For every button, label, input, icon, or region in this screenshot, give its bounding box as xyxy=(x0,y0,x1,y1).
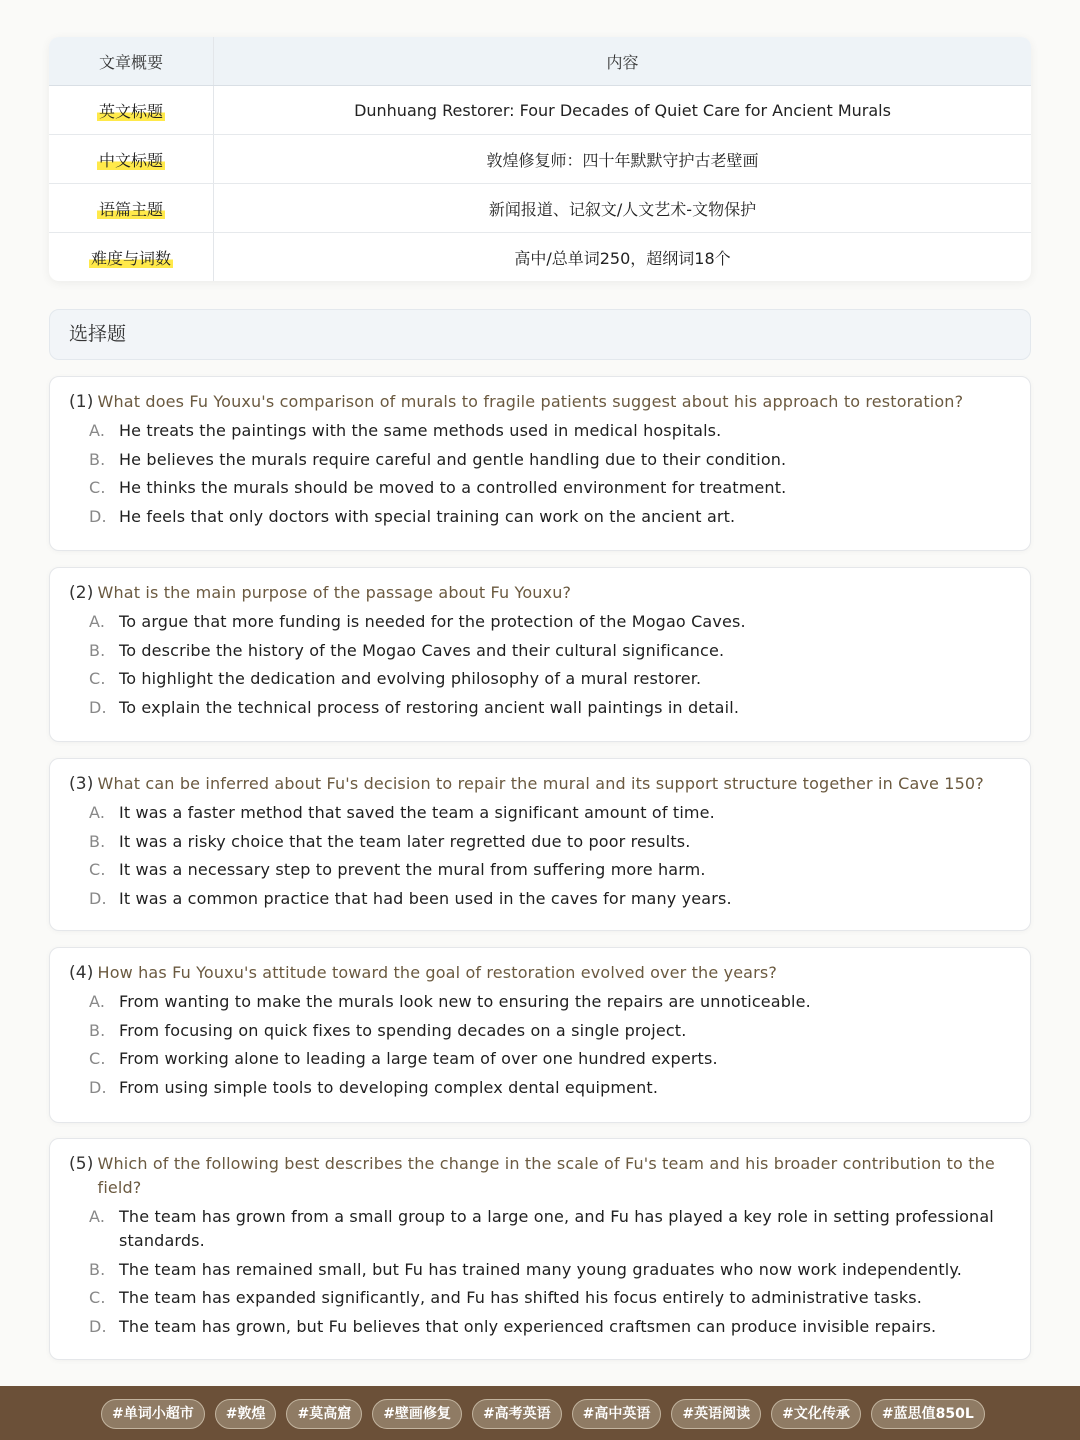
option-text: The team has grown from a small group to a large one, and Fu has played a key role in setting professional standards. xyxy=(119,1207,994,1250)
option-c[interactable] xyxy=(89,858,1010,882)
option-d[interactable] xyxy=(89,1315,1010,1339)
option-letter: B. xyxy=(89,1259,106,1279)
option-b[interactable] xyxy=(89,1019,1010,1043)
summary-row-topic xyxy=(49,184,1031,233)
option-text: To highlight the dedication and evolving philosophy of a mural restorer. xyxy=(119,669,702,688)
option-b[interactable] xyxy=(89,1258,1010,1282)
option-letter: A. xyxy=(89,992,106,1011)
option-text: He believes the murals require careful and gentle handling due to their condition. xyxy=(119,449,787,469)
option-letter: D. xyxy=(89,506,107,526)
option-b[interactable] xyxy=(89,830,1010,854)
option-d[interactable] xyxy=(89,887,1010,911)
summary-row-chinese-title xyxy=(49,135,1031,184)
option-letter: A. xyxy=(89,421,106,440)
option-letter: C. xyxy=(89,478,106,497)
option-b[interactable] xyxy=(89,448,1010,472)
question-number: (2) xyxy=(69,583,94,603)
question-text: What can be inferred about Fu's decision to repair the mural and its support structure together in Cave 150? xyxy=(97,774,984,793)
option-d[interactable] xyxy=(89,1076,1010,1100)
summary-value: Dunhuang Restorer: Four Decades of Quiet Care for Ancient Murals xyxy=(214,86,1032,135)
option-text: He feels that only doctors with special training can work on the ancient art. xyxy=(119,506,736,526)
summary-label: 英文标题 xyxy=(98,101,163,121)
option-text: To explain the technical process of restoring ancient wall paintings in detail. xyxy=(119,697,740,717)
summary-row-difficulty xyxy=(49,233,1031,282)
option-c[interactable] xyxy=(89,667,1010,691)
option-letter: B. xyxy=(89,831,106,851)
question-stem xyxy=(69,772,1010,796)
summary-label: 语篇主题 xyxy=(98,199,163,219)
option-c[interactable] xyxy=(89,1047,1010,1071)
question-number: (1) xyxy=(69,392,94,412)
option-letter: B. xyxy=(89,640,106,660)
option-text: It was a necessary step to prevent the mural from suffering more harm. xyxy=(119,860,706,879)
question-stem xyxy=(69,961,1010,985)
question-number: (3) xyxy=(69,774,94,794)
option-text: From working alone to leading a large team of over one hundred experts. xyxy=(119,1049,718,1068)
question-card-4 xyxy=(49,947,1031,1123)
option-text: To describe the history of the Mogao Caves and their cultural significance. xyxy=(119,640,725,660)
summary-label: 中文标题 xyxy=(98,150,163,170)
option-text: The team has grown, but Fu believes that only experienced craftsmen can produce invisible repairs. xyxy=(119,1316,937,1336)
hashtag-chip[interactable]: #高中英语 xyxy=(572,1399,662,1429)
question-text: What does Fu Youxu's comparison of murals to fragile patients suggest about his approach to restoration? xyxy=(97,392,964,411)
option-text: It was a faster method that saved the team a significant amount of time. xyxy=(119,803,715,822)
option-a[interactable] xyxy=(89,990,1010,1014)
option-letter: D. xyxy=(89,1316,107,1336)
summary-label: 难度与词数 xyxy=(90,248,171,268)
option-text: He treats the paintings with the same methods used in medical hospitals. xyxy=(119,421,722,440)
option-text: It was a common practice that had been used in the caves for many years. xyxy=(119,888,732,908)
option-b[interactable] xyxy=(89,639,1010,663)
option-letter: D. xyxy=(89,1077,107,1097)
summary-value: 敦煌修复师：四十年默默守护古老壁画 xyxy=(214,135,1032,184)
option-text: From focusing on quick fixes to spending decades on a single project. xyxy=(119,1020,687,1040)
hashtag-chip[interactable]: #文化传承 xyxy=(771,1399,861,1429)
summary-value: 高中/总单词250，超纲词18个 xyxy=(514,248,731,268)
summary-value: 新闻报道、记叙文/人文艺术-文物保护 xyxy=(214,184,1032,233)
hashtag-chip[interactable]: #壁画修复 xyxy=(372,1399,462,1429)
option-text: The team has remained small, but Fu has trained many young graduates who now work independently. xyxy=(119,1259,962,1279)
question-card-5 xyxy=(49,1138,1031,1360)
question-card-1 xyxy=(49,376,1031,551)
option-letter: D. xyxy=(89,697,107,717)
option-d[interactable] xyxy=(89,696,1010,720)
question-card-3 xyxy=(49,758,1031,931)
summary-header-row xyxy=(49,37,1031,86)
summary-header-label: 文章概要 xyxy=(49,37,214,86)
question-stem xyxy=(69,581,1010,605)
option-text: From using simple tools to developing complex dental equipment. xyxy=(119,1077,659,1097)
question-number: (5) xyxy=(69,1154,94,1174)
question-text: Which of the following best describes the change in the scale of Fu's team and his broader contribution to the field? xyxy=(97,1154,995,1197)
summary-row-english-title xyxy=(49,86,1031,135)
option-letter: B. xyxy=(89,449,106,469)
option-text: To argue that more funding is needed for the protection of the Mogao Caves. xyxy=(119,612,746,631)
question-text: What is the main purpose of the passage about Fu Youxu? xyxy=(97,583,572,602)
option-letter: C. xyxy=(89,669,106,688)
option-letter: A. xyxy=(89,803,106,822)
question-number: (4) xyxy=(69,963,94,983)
option-letter: A. xyxy=(89,612,106,631)
question-stem xyxy=(69,1152,1010,1200)
hashtag-chip[interactable]: #英语阅读 xyxy=(671,1399,761,1429)
hashtag-chip[interactable]: #高考英语 xyxy=(472,1399,562,1429)
option-letter: C. xyxy=(89,860,106,879)
question-stem xyxy=(69,390,1010,414)
option-letter: D. xyxy=(89,888,107,908)
option-text: From wanting to make the murals look new to ensuring the repairs are unnoticeable. xyxy=(119,992,811,1011)
question-text: How has Fu Youxu's attitude toward the goal of restoration evolved over the years? xyxy=(97,963,777,982)
hashtag-chip[interactable]: #蓝思值850L xyxy=(871,1399,985,1429)
option-c[interactable] xyxy=(89,476,1010,500)
hashtag-chip[interactable]: #单词小超市 xyxy=(101,1399,205,1429)
hashtag-chip[interactable]: #敦煌 xyxy=(215,1399,277,1429)
option-letter: C. xyxy=(89,1049,106,1068)
option-a[interactable] xyxy=(89,801,1010,825)
summary-header-content: 内容 xyxy=(214,37,1032,86)
option-letter: A. xyxy=(89,1207,106,1226)
option-text: It was a risky choice that the team later regretted due to poor results. xyxy=(119,831,691,851)
question-card-2 xyxy=(49,567,1031,742)
option-letter: C. xyxy=(89,1288,106,1307)
option-a[interactable] xyxy=(89,1205,1010,1253)
summary-table xyxy=(49,37,1031,281)
option-a[interactable] xyxy=(89,419,1010,443)
option-c[interactable] xyxy=(89,1286,1010,1310)
option-a[interactable] xyxy=(89,610,1010,634)
option-d[interactable] xyxy=(89,505,1010,529)
option-text: The team has expanded significantly, and Fu has shifted his focus entirely to administrative tasks. xyxy=(119,1288,922,1307)
option-text: He thinks the murals should be moved to a controlled environment for treatment. xyxy=(119,478,787,497)
hashtag-chip[interactable]: #莫高窟 xyxy=(286,1399,362,1429)
option-letter: B. xyxy=(89,1020,106,1040)
footer-bar xyxy=(0,1386,1080,1440)
tag-list xyxy=(101,1399,995,1429)
section-title: 选择题 xyxy=(49,309,1031,360)
